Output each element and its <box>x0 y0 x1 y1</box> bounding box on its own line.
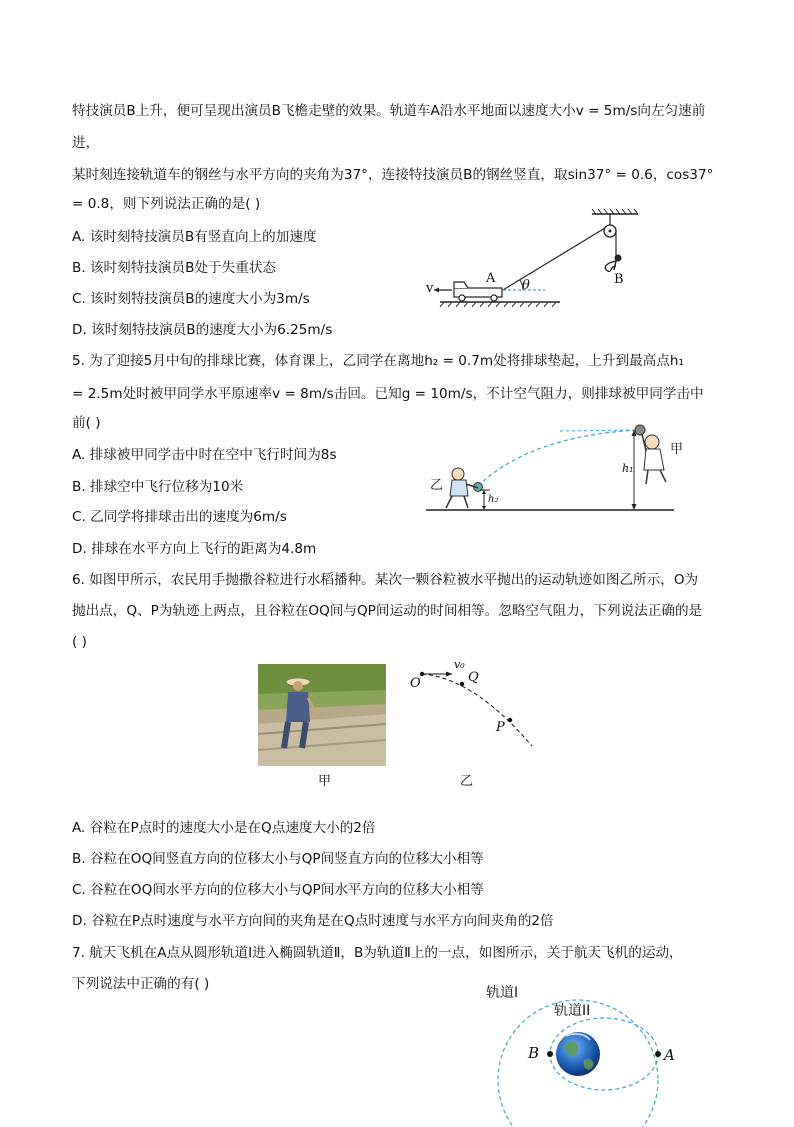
q7-label-orbit2: 轨道II <box>554 1003 591 1019</box>
q6-option-d: D. 谷粒在P点时速度与水平方向间的夹角是在Q点时速度与水平方向间夹角的2倍 <box>72 913 554 929</box>
q6-trajectory-figure <box>404 656 544 752</box>
q4-option-a: A. 该时刻特技演员B有竖直向上的加速度 <box>72 229 317 245</box>
q4-stem-line-3: 某时刻连接轨道车的钢丝与水平方向的夹角为37°，连接特技演员B的钢丝竖直，取sin37° = 0.6，cos37° <box>72 167 714 183</box>
q4-stem-line-1: 特技演员B上升，便可呈现出演员B飞檐走壁的效果。轨道车A沿水平地面以速度大小v = 5m/s向左匀速前 <box>72 103 706 119</box>
q5-label-h1: h₁ <box>622 462 634 475</box>
q7-label-a: A <box>664 1046 675 1064</box>
q6-option-b: B. 谷粒在OQ间竖直方向的位移大小与QP间竖直方向的位移大小相等 <box>72 851 484 867</box>
q6-label-o: O <box>410 676 421 691</box>
q5-option-c: C. 乙同学将排球击出的速度为6m/s <box>72 509 287 525</box>
q4-option-d: D. 该时刻特技演员B的速度大小为6.25m/s <box>72 322 333 338</box>
q6-farmer-photo <box>258 664 386 766</box>
q4-stem-line-4: = 0.8，则下列说法正确的是( ) <box>72 196 261 212</box>
q4-option-c: C. 该时刻特技演员B的速度大小为3m/s <box>72 291 310 307</box>
q6-caption-yi: 乙 <box>460 774 474 789</box>
q6-option-a: A. 谷粒在P点时的速度大小是在Q点速度大小的2倍 <box>72 820 376 836</box>
q6-stem-line-3: ( ) <box>72 634 87 650</box>
q4-pulley-figure <box>420 208 650 313</box>
q6-stem-line-1: 6. 如图甲所示，农民用手抛撒谷粒进行水稻播种。某次一颗谷粒被水平抛出的运动轨迹如图乙所示，O为 <box>72 572 699 588</box>
q5-stem-line-3: 前( ) <box>72 415 101 431</box>
q5-label-h2: h₂ <box>488 494 499 505</box>
q4-label-b: B <box>614 272 624 287</box>
q4-label-theta: θ <box>522 278 530 293</box>
q7-stem-line-1: 7. 航天飞机在A点从圆形轨道Ⅰ进入椭圆轨道Ⅱ，B为轨道Ⅱ上的一点，如图所示，关于航天飞机的运动， <box>72 945 683 961</box>
q5-stem-line-2: = 2.5m处时被甲同学水平原速率v = 8m/s击回。已知g = 10m/s，不计空气阻力，则排球被甲同学击中 <box>72 386 704 402</box>
q6-label-p: P <box>496 720 505 735</box>
q5-volleyball-figure <box>420 418 690 518</box>
q7-label-orbit1: 轨道I <box>486 985 519 1001</box>
q5-option-d: D. 排球在水平方向上飞行的距离为4.8m <box>72 541 317 557</box>
q4-option-b: B. 该时刻特技演员B处于失重状态 <box>72 260 277 276</box>
q6-caption-jia: 甲 <box>318 774 332 789</box>
q5-option-b: B. 排球空中飞行位移为10米 <box>72 479 244 495</box>
q5-label-jia: 甲 <box>670 442 684 457</box>
q6-option-c: C. 谷粒在OQ间水平方向的位移大小与QP间水平方向的位移大小相等 <box>72 882 484 898</box>
q6-stem-line-2: 抛出点，Q、P为轨迹上两点，且谷粒在OQ间与QP间运动的时间相等。忽略空气阻力，下列说法正确的是 <box>72 603 703 619</box>
q4-label-v: v <box>426 281 434 296</box>
q7-orbit-figure <box>480 976 690 1123</box>
q6-label-v0: v₀ <box>454 658 465 671</box>
q4-stem-line-2: 进， <box>72 135 100 151</box>
q7-stem-line-2: 下列说法中正确的有( ) <box>72 976 210 992</box>
q7-label-b: B <box>528 1044 540 1062</box>
q4-label-a: A <box>486 271 496 286</box>
q6-label-q: Q <box>468 670 479 685</box>
q5-stem-line-1: 5. 为了迎接5月中旬的排球比赛，体育课上，乙同学在离地h₂ = 0.7m处将排球垫起，上升到最高点h₁ <box>72 353 684 369</box>
q5-option-a: A. 排球被甲同学击中时在空中飞行时间为8s <box>72 447 337 463</box>
q5-label-yi: 乙 <box>430 478 444 493</box>
